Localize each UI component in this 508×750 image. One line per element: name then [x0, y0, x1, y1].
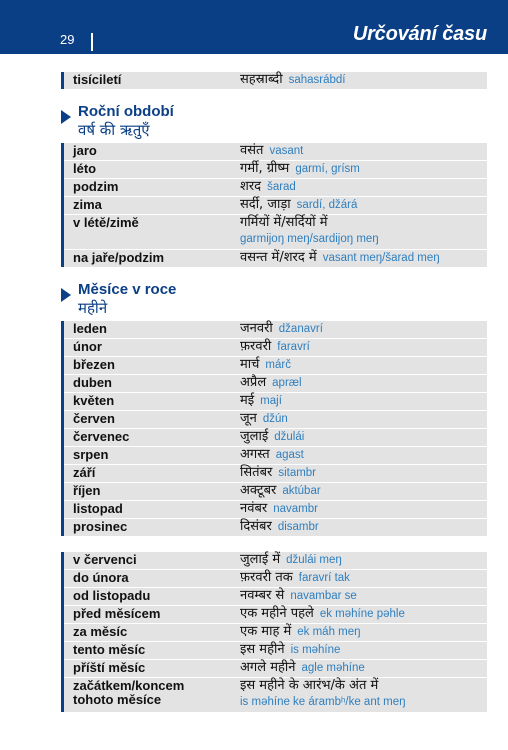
transliteration: is məhíne ke árambʰ/ke ant meŋ — [240, 696, 406, 708]
hindi-text: वसंत — [240, 143, 264, 158]
hindi-term — [240, 357, 291, 373]
table-row — [64, 447, 487, 464]
page-number: 29 — [60, 32, 75, 47]
czech-term: podzim — [73, 179, 119, 194]
table-row — [64, 588, 487, 605]
hindi-text: जून — [240, 411, 257, 426]
hindi-term — [240, 570, 350, 586]
transliteration: džulái meŋ — [286, 554, 342, 566]
czech-term: září — [73, 465, 96, 480]
hindi-term — [240, 501, 318, 517]
page-header-bar — [0, 0, 508, 54]
phrases-table — [61, 552, 487, 712]
table-row — [64, 72, 487, 89]
table-row — [64, 357, 487, 374]
chapter-title: Určování času — [352, 23, 487, 45]
table-row — [64, 606, 487, 623]
transliteration: is məhíne — [290, 644, 341, 656]
table-row — [64, 642, 487, 659]
hindi-term — [240, 678, 378, 694]
hindi-text: अगस्त — [240, 447, 270, 462]
hindi-text: इस महीने — [240, 642, 285, 657]
hindi-term — [240, 72, 345, 88]
transliteration: sitambr — [278, 467, 317, 479]
section-arrow-icon — [61, 288, 71, 302]
hindi-text: एक महीने पहले — [240, 606, 314, 621]
transliteration: vasant — [269, 145, 304, 157]
hindi-text: जुलाई — [240, 429, 269, 444]
table-row — [64, 519, 487, 536]
section-title-cz: Roční období — [78, 103, 174, 120]
hindi-text: जनवरी — [240, 321, 273, 336]
transliteration: šarad — [267, 181, 296, 193]
czech-term: jaro — [73, 143, 97, 158]
section-months-heading — [61, 281, 487, 317]
czech-term: prosinec — [73, 519, 128, 534]
hindi-term — [240, 483, 321, 499]
czech-term: červen — [73, 411, 115, 426]
transliteration: disambr — [277, 521, 319, 533]
section-seasons-heading — [61, 103, 487, 139]
transliteration: faravrí — [277, 341, 310, 353]
transliteration: mají — [260, 395, 282, 407]
hindi-term — [240, 179, 296, 195]
hindi-text: गर्मी, ग्रीष्म — [240, 161, 290, 176]
czech-term: květen — [73, 393, 115, 408]
transliteration: vasant meŋ/šarad meŋ — [322, 252, 440, 264]
hindi-term — [240, 519, 319, 535]
hindi-text: एक माह में — [240, 624, 292, 639]
section-title-hi: महीने — [78, 299, 108, 317]
hindi-text: इस महीने के आरंभ/के अंत में — [240, 678, 379, 693]
table-row — [64, 501, 487, 518]
hindi-term — [240, 197, 357, 213]
czech-term: v létě/zimě — [73, 215, 139, 230]
czech-term: listopad — [73, 501, 123, 516]
table-row — [64, 339, 487, 356]
table-row — [64, 179, 487, 196]
czech-term: říjen — [73, 483, 101, 498]
czech-term: únor — [73, 339, 102, 354]
hindi-term — [240, 143, 303, 159]
transliteration: agle məhíne — [301, 662, 365, 674]
hindi-term — [240, 161, 360, 177]
transliteration: garmí, grísm — [295, 163, 360, 175]
hindi-text: फ़रवरी तक — [240, 570, 293, 585]
hindi-text: अगले महीने — [240, 660, 296, 675]
czech-term: leden — [73, 321, 107, 336]
transliteration: apræl — [272, 377, 302, 389]
hindi-term — [240, 660, 365, 676]
table-row — [64, 465, 487, 482]
transliteration: sahasrábdí — [288, 74, 346, 86]
table-row — [64, 624, 487, 641]
czech-term: na jaře/podzim — [73, 250, 165, 265]
table-row — [64, 570, 487, 587]
hindi-text: मई — [240, 393, 255, 408]
hindi-term — [240, 375, 302, 391]
table-row — [64, 429, 487, 446]
transliteration: ek máh meŋ — [297, 626, 361, 638]
table-row — [64, 678, 487, 712]
hindi-text: सहस्राब्दी — [240, 72, 283, 87]
table-row — [64, 215, 487, 249]
transliteration: džún — [262, 413, 288, 425]
table-row — [64, 411, 487, 428]
transliteration: aktúbar — [282, 485, 321, 497]
czech-term: za měsíc — [73, 624, 128, 639]
hindi-text: वसन्त में/शरद में — [240, 250, 317, 265]
hindi-term — [240, 465, 316, 481]
table-row — [64, 321, 487, 338]
czech-term: od listopadu — [73, 588, 151, 603]
czech-term: tento měsíc — [73, 642, 146, 657]
czech-term: před měsícem — [73, 606, 161, 621]
hindi-text: दिसंबर — [240, 519, 272, 534]
hindi-text: नवंबर — [240, 501, 268, 516]
transliteration: navambar se — [290, 590, 357, 602]
transliteration: navambr — [273, 503, 318, 515]
czech-term: duben — [73, 375, 112, 390]
section-title-cz: Měsíce v roce — [78, 281, 177, 298]
transliteration: sardí, džárá — [296, 199, 358, 211]
transliteration: garmijoŋ meŋ/sardijoŋ meŋ — [240, 233, 379, 245]
hindi-text: मार्च — [240, 357, 260, 372]
czech-term: začátkem/koncem tohoto měsíce — [73, 678, 185, 707]
hindi-text: फ़रवरी — [240, 339, 272, 354]
months-table — [61, 321, 487, 536]
hindi-term — [240, 250, 440, 266]
hindi-term — [240, 447, 304, 463]
czech-term: léto — [73, 161, 97, 176]
hindi-text: नवम्बर से — [240, 588, 285, 603]
czech-term: srpen — [73, 447, 109, 462]
transliteration: džulái — [274, 431, 305, 443]
header-divider — [91, 33, 93, 51]
top-table — [61, 72, 487, 89]
transliteration: agast — [275, 449, 304, 461]
hindi-text: सर्दी, जाड़ा — [240, 197, 291, 212]
table-row — [64, 660, 487, 677]
seasons-table — [61, 143, 487, 267]
hindi-text: जुलाई में — [240, 552, 281, 567]
table-row — [64, 552, 487, 569]
transliteration: márč — [265, 359, 291, 371]
content-area — [61, 72, 487, 713]
section-title-hi: वर्ष की ऋतुएँ — [78, 121, 150, 139]
hindi-text: अप्रैल — [240, 375, 267, 390]
hindi-text: शरद — [240, 179, 262, 194]
hindi-term — [240, 606, 405, 622]
hindi-term — [240, 339, 310, 355]
hindi-term — [240, 321, 323, 337]
table-row — [64, 393, 487, 410]
hindi-term — [240, 588, 357, 604]
transliteration: ek məhíne pəhle — [319, 608, 405, 620]
czech-term: březen — [73, 357, 115, 372]
hindi-term — [240, 393, 282, 409]
transliteration: faravrí tak — [298, 572, 350, 584]
transliteration: džanavrí — [278, 323, 323, 335]
hindi-term — [240, 642, 340, 658]
hindi-term — [240, 429, 304, 445]
czech-term: příští měsíc — [73, 660, 146, 675]
table-row — [64, 250, 487, 267]
table-row — [64, 483, 487, 500]
hindi-term — [240, 552, 342, 568]
table-row — [64, 197, 487, 214]
table-row — [64, 161, 487, 178]
section-arrow-icon — [61, 110, 71, 124]
hindi-text: अक्टूबर — [240, 483, 277, 498]
hindi-term — [240, 411, 288, 427]
czech-term: zima — [73, 197, 102, 212]
czech-term: do února — [73, 570, 129, 585]
table-row — [64, 375, 487, 392]
czech-term: v červenci — [73, 552, 137, 567]
hindi-text: सितंबर — [240, 465, 273, 480]
czech-term: červenec — [73, 429, 130, 444]
hindi-text: गर्मियों में/सर्दियों में — [240, 215, 328, 230]
hindi-term — [240, 215, 328, 231]
czech-term: tisíciletí — [73, 72, 122, 87]
hindi-term — [240, 624, 361, 640]
table-row — [64, 143, 487, 160]
